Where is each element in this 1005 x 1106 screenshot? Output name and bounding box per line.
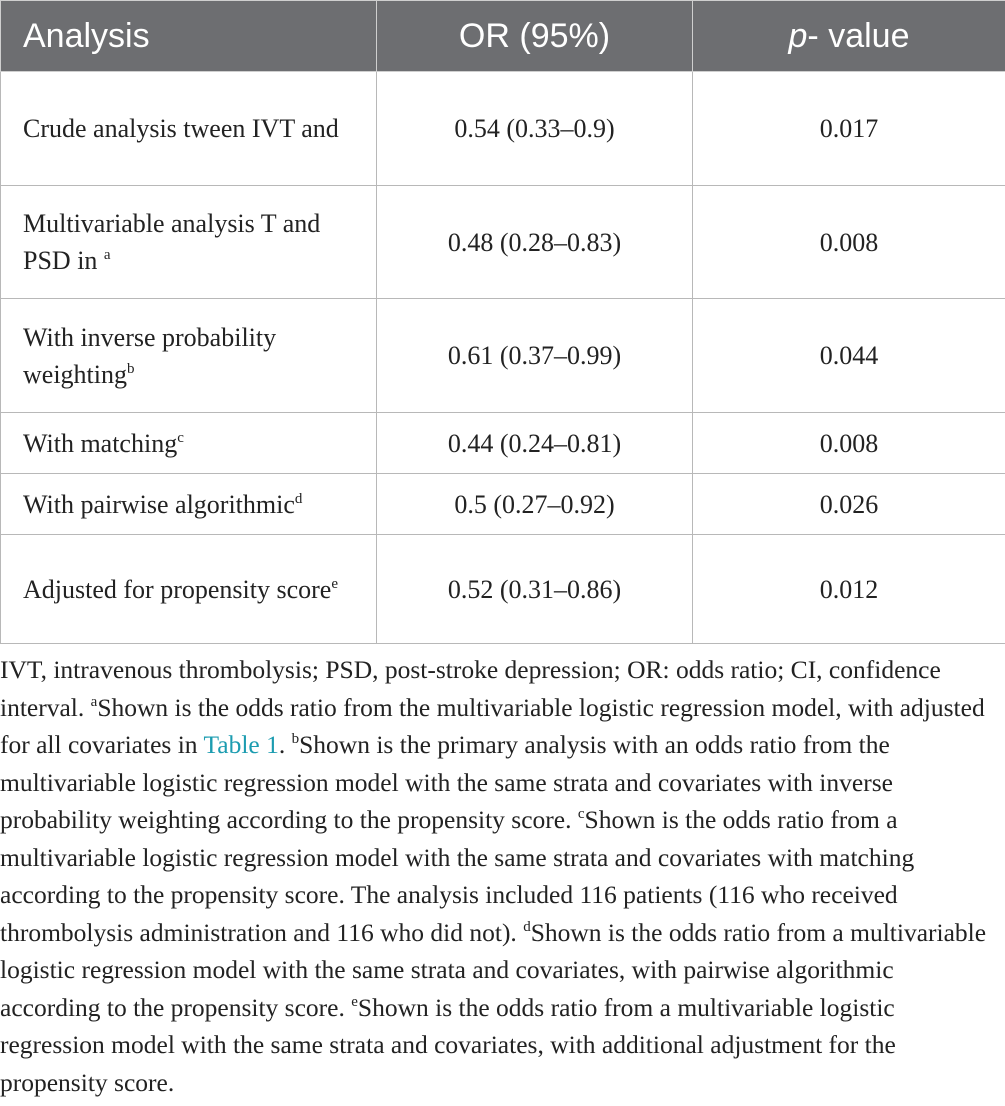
row-p-value: 0.026 — [693, 474, 1005, 535]
row-label-sup: c — [177, 429, 184, 446]
row-or: 0.5 (0.27–0.92) — [377, 474, 693, 535]
table-header-row — [1, 1, 1005, 72]
footnote-paragraph — [0, 651, 1000, 1101]
row-p-value: 0.008 — [693, 186, 1005, 299]
footnote-d-mark: d — [523, 918, 531, 935]
table-footnote — [0, 651, 1000, 1101]
table-row — [1, 186, 1005, 299]
row-or: 0.48 (0.28–0.83) — [377, 186, 693, 299]
row-label — [1, 535, 377, 644]
table-row — [1, 72, 1005, 186]
footnote-e-mark: e — [351, 993, 358, 1010]
row-or: 0.52 (0.31–0.86) — [377, 535, 693, 644]
header-p-value — [693, 1, 1005, 72]
row-label — [1, 186, 377, 299]
header-p-rest: - value — [807, 16, 910, 55]
row-label-sup: a — [103, 247, 111, 263]
table-row — [1, 413, 1005, 474]
row-p-value: 0.008 — [693, 413, 1005, 474]
row-label-text: With inverse probability weighting — [23, 322, 277, 389]
row-label — [1, 413, 377, 474]
footnote-d-text: Shown is the odds ratio from a multivariable logistic regression model with the same strata and covariates, with pairwise algorithmic according to the propensity score. — [0, 917, 987, 1022]
footnote-b-mark: b — [291, 731, 300, 747]
row-label-sup: e — [331, 575, 338, 592]
row-label-text: Multivariable analysis T and PSD in — [23, 209, 321, 275]
row-label — [1, 72, 377, 186]
footnote-c-text: Shown is the odds ratio from a multivariable logistic regression model with the same strata and covariates with matching according to the propensity score. The analysis included 116 patients (116 who received thrombolysis administration and 116 who did not). — [0, 805, 915, 947]
header-or: OR (95%) — [377, 1, 693, 72]
row-or: 0.44 (0.24–0.81) — [377, 413, 693, 474]
row-label-text: With pairwise algorithmic — [23, 489, 295, 519]
row-label — [1, 299, 377, 413]
row-p-value: 0.017 — [693, 72, 1005, 186]
footnote-a-text: Shown is the odds ratio from the multivariable logistic regression model, with adjusted for all covariates in — [0, 692, 985, 759]
footnote-a-end: . — [278, 730, 286, 759]
footnote-abbreviations: IVT, intravenous thrombolysis; PSD, post-stroke depression; OR: odds ratio; CI, confidence interval. — [0, 655, 941, 722]
row-label-sup: d — [294, 490, 303, 507]
table-row — [1, 535, 1005, 644]
row-label — [1, 474, 377, 535]
footnote-b-text: Shown is the primary analysis with an odds ratio from the multivariable logistic regression model with the same strata and covariates with inverse probability weighting according to the propensity score. — [0, 730, 893, 834]
table-row — [1, 474, 1005, 535]
row-or: 0.54 (0.33–0.9) — [377, 72, 693, 186]
row-label-text: With matching — [23, 428, 178, 458]
row-p-value: 0.012 — [693, 535, 1005, 644]
header-p-italic: p — [788, 16, 808, 55]
table-row — [1, 299, 1005, 413]
header-analysis: Analysis — [1, 1, 377, 72]
row-label-text: Crude analysis tween IVT and — [23, 114, 339, 143]
footnote-e-text: Shown is the odds ratio from a multivariable logistic regression model with the same strata and covariates, with additional adjustment for the propensity score. — [0, 992, 896, 1097]
footnote-c-mark: c — [577, 806, 585, 822]
row-label-text: Adjusted for propensity score — [23, 574, 332, 604]
footnote-a-mark: a — [90, 693, 98, 710]
row-or: 0.61 (0.37–0.99) — [377, 299, 693, 413]
row-p-value: 0.044 — [693, 299, 1005, 413]
table-1-link[interactable]: Table 1 — [203, 730, 279, 759]
row-label-sup: b — [127, 360, 135, 377]
